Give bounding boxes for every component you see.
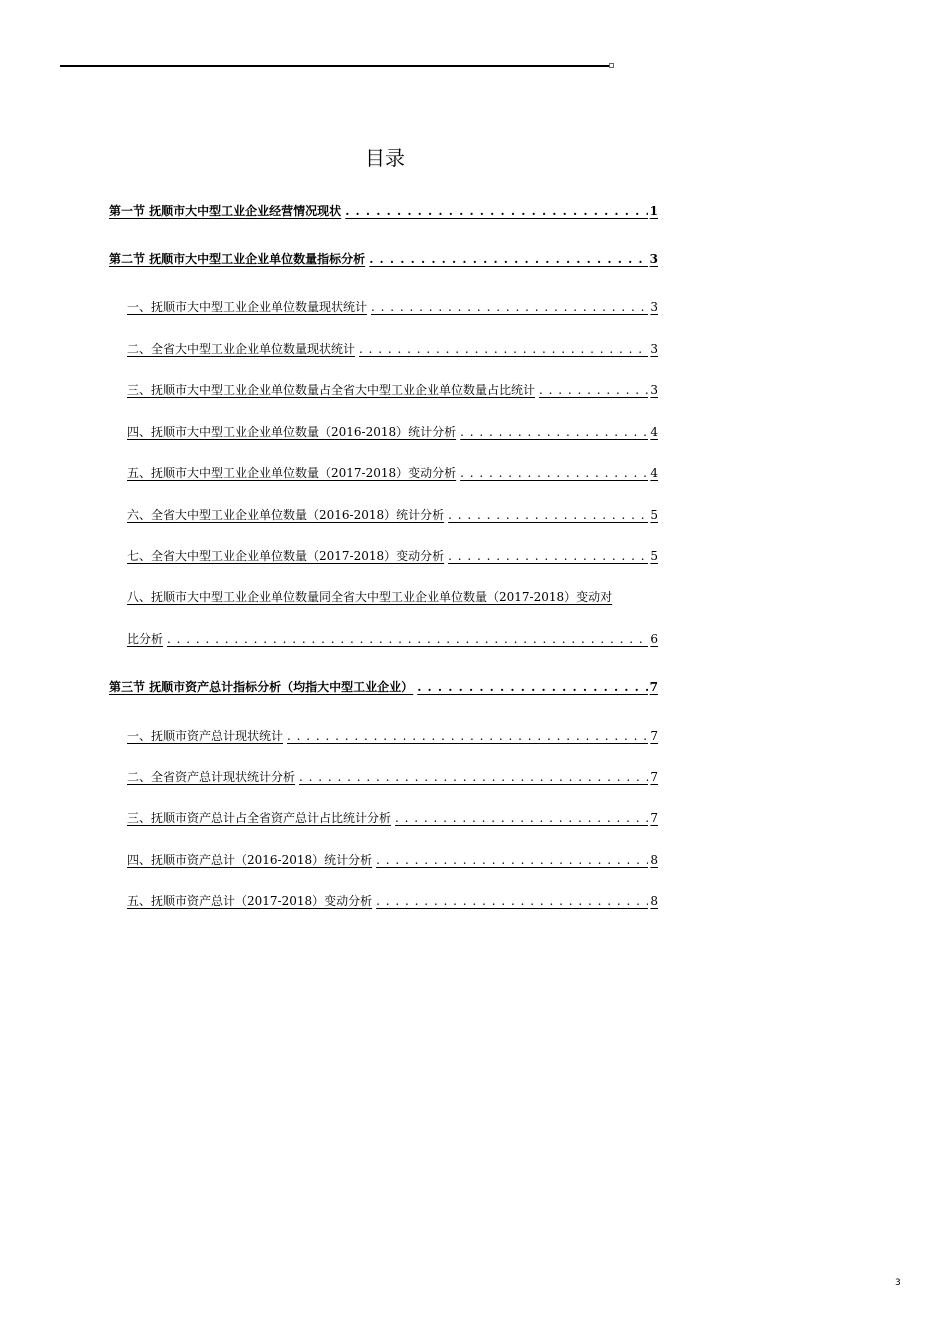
toc-leader-dots <box>345 203 647 219</box>
header-rule-end-mark <box>609 63 614 68</box>
toc-entry-2-1[interactable] <box>127 299 658 315</box>
toc-leader-dots <box>371 299 648 315</box>
toc-entry-2-8[interactable] <box>127 631 658 647</box>
toc-entry-label: 三、抚顺市资产总计占全省资产总计占比统计分析 <box>127 811 392 825</box>
toc-entry-label: 四、抚顺市大中型工业企业单位数量（2016-2018）统计分析 <box>127 425 457 439</box>
toc-leader-dots <box>287 728 648 744</box>
toc-title: 目录 <box>365 146 405 170</box>
toc-entry-label: 第三节 抚顺市资产总计指标分析（均指大中型工业企业） <box>109 680 414 694</box>
toc-entry-page: 3 <box>650 342 658 356</box>
toc-entry-label: 五、抚顺市资产总计（2017-2018）变动分析 <box>127 894 373 908</box>
toc-entry-label: 四、抚顺市资产总计（2016-2018）统计分析 <box>127 853 373 867</box>
toc-entry-label: 六、全省大中型工业企业单位数量（2016-2018）统计分析 <box>127 508 445 522</box>
toc-entry-label: 比分析 <box>127 632 164 646</box>
toc-leader-dots <box>460 465 648 481</box>
toc-entry-3-2[interactable] <box>127 769 658 785</box>
toc-entry-page: 4 <box>650 466 658 480</box>
toc-entry-3-4[interactable] <box>127 852 658 868</box>
toc-entry-label: 一、抚顺市资产总计现状统计 <box>127 729 284 743</box>
toc-entry-label: 第二节 抚顺市大中型工业企业单位数量指标分析 <box>109 252 366 266</box>
toc-leader-dots <box>299 769 648 785</box>
toc-entry-section-2[interactable] <box>109 251 658 267</box>
toc-entry-2-3[interactable] <box>127 382 658 398</box>
toc-entry-2-8-line1[interactable]: 八、抚顺市大中型工业企业单位数量同全省大中型工业企业单位数量（2017-2018）变动对 <box>127 590 613 604</box>
toc-leader-dots <box>376 852 648 868</box>
toc-leader-dots <box>376 893 648 909</box>
header-rule <box>60 65 610 67</box>
toc-leader-dots <box>167 631 648 647</box>
toc-entry-3-3[interactable] <box>127 810 658 826</box>
toc-entry-3-1[interactable] <box>127 728 658 744</box>
toc-entry-page: 1 <box>649 204 658 218</box>
toc-entry-2-2[interactable] <box>127 341 658 357</box>
toc-entry-label: 七、全省大中型工业企业单位数量（2017-2018）变动分析 <box>127 549 445 563</box>
toc-leader-dots <box>448 507 648 523</box>
toc-entry-2-4[interactable] <box>127 424 658 440</box>
toc-entry-page: 6 <box>650 632 658 646</box>
toc-entry-2-6[interactable] <box>127 507 658 523</box>
toc-leader-dots <box>460 424 648 440</box>
toc-leader-dots <box>395 810 648 826</box>
toc-entry-page: 7 <box>649 680 658 694</box>
toc-entry-3-5[interactable] <box>127 893 658 909</box>
toc-leader-dots <box>369 251 647 267</box>
toc-entry-section-1[interactable] <box>109 203 658 219</box>
toc-entry-label: 三、抚顺市大中型工业企业单位数量占全省大中型工业企业单位数量占比统计 <box>127 383 536 397</box>
toc-entry-2-7[interactable] <box>127 548 658 564</box>
toc-entry-page: 3 <box>650 300 658 314</box>
toc-entry-page: 5 <box>650 508 658 522</box>
toc-entry-page: 5 <box>650 549 658 563</box>
page-number: 3 <box>895 1278 901 1288</box>
toc-leader-dots <box>359 341 648 357</box>
toc-entry-page: 3 <box>649 252 658 266</box>
toc-entry-page: 8 <box>650 894 658 908</box>
toc-leader-dots <box>417 679 647 695</box>
toc-entry-page: 4 <box>650 425 658 439</box>
toc-entry-label: 一、抚顺市大中型工业企业单位数量现状统计 <box>127 300 368 314</box>
toc-entry-2-5[interactable] <box>127 465 658 481</box>
toc-leader-dots <box>448 548 648 564</box>
toc-entry-label: 二、全省大中型工业企业单位数量现状统计 <box>127 342 356 356</box>
toc-entry-page: 3 <box>650 383 658 397</box>
toc-entry-page: 7 <box>650 770 658 784</box>
toc-entry-page: 7 <box>650 729 658 743</box>
toc-leader-dots <box>539 382 648 398</box>
toc-entry-label: 五、抚顺市大中型工业企业单位数量（2017-2018）变动分析 <box>127 466 457 480</box>
toc-entry-page: 8 <box>650 853 658 867</box>
toc-entry-label: 第一节 抚顺市大中型工业企业经营情况现状 <box>109 204 342 218</box>
toc-entry-label: 二、全省资产总计现状统计分析 <box>127 770 296 784</box>
toc-entry-page: 7 <box>650 811 658 825</box>
toc-entry-section-3[interactable] <box>109 679 658 695</box>
